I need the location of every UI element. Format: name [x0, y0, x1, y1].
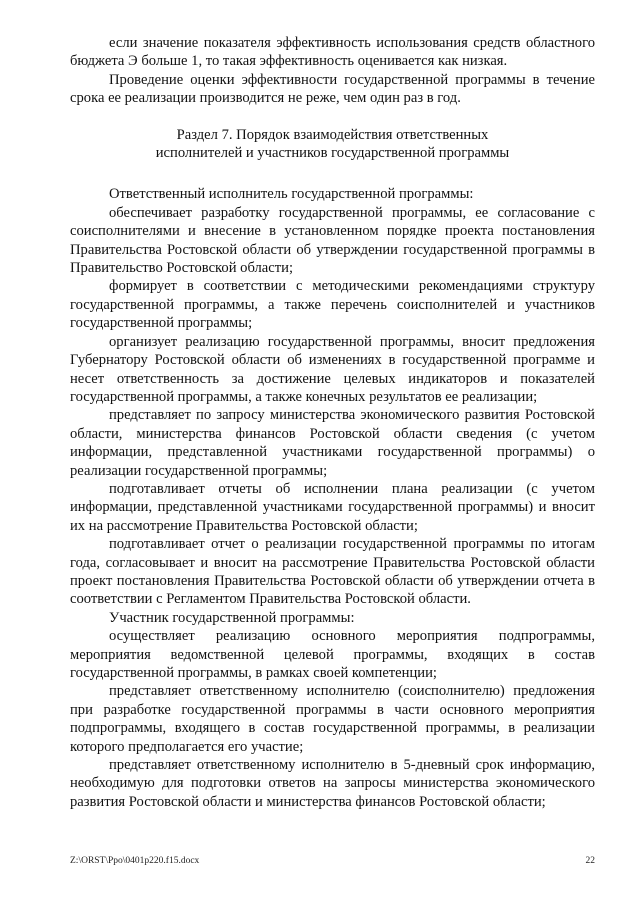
file-path: Z:\ORST\Ppo\0401p220.f15.docx [70, 856, 200, 866]
spacer [70, 162, 595, 185]
paragraph: подготавливает отчет о реализации государственной программы по итогам года, согласовывает и вносит на рассмотрение Правительства Ростовской области проект постановления Правительства Ростовской области об утверждении отчета в соответствии с Регламентом Правительства Ростовской области. [70, 536, 595, 608]
document-page [70, 34, 595, 811]
section-heading-line-1: Раздел 7. Порядок взаимодействия ответственных [176, 126, 489, 143]
paragraph: Ответственный исполнитель государственной программы: [109, 186, 474, 203]
paragraph: Участник государственной программы: [109, 609, 355, 626]
paragraph: обеспечивает разработку государственной программы, ее согласование с соисполнителями и внесение в установленном порядке проекта постановления Правительства Ростовской области об утверждении государственной программы в Правительство Ростовской области; [70, 204, 595, 277]
paragraph: если значение показателя эффективность использования средств областного бюджета Э больше 1, то такая эффективность оценивается как низкая. [70, 35, 595, 70]
paragraph: Проведение оценки эффективности государственной программы в течение срока ее реализации производится не реже, чем один раз в год. [70, 71, 595, 107]
paragraph: представляет по запросу министерства экономического развития Ростовской области, министерства финансов Ростовской области сведения (с учетом информации, представленной участниками государственной программы) о реализации государственной программы; [70, 407, 595, 479]
spacer [70, 108, 595, 126]
paragraph: подготавливает отчеты об исполнении плана реализации (с учетом информации, представленной участниками государственной программы) и вносит их на рассмотрение Правительства Ростовской области; [70, 480, 595, 534]
paragraph: представляет ответственному исполнителю (соисполнителю) предложения при разработке государственной программы в части основного мероприятия подпрограммы, входящего в состав государственной программы, в реализации которого предполагается его участие; [70, 683, 595, 755]
paragraph: представляет ответственному исполнителю в 5-дневный срок информацию, необходимую для подготовки ответов на запросы министерства экономического развития Ростовской области и министерства финансов Ростовской области; [70, 757, 595, 810]
page-number: 22 [585, 856, 595, 866]
paragraph: осуществляет реализацию основного мероприятия подпрограммы, мероприятия ведомственной целевой программы, входящих в состав государственной программы, в рамках своей компетенции; [70, 628, 595, 681]
paragraph: формирует в соответствии с методическими рекомендациями структуру государственной программы, а также перечень соисполнителей и участников государственной программы; [70, 278, 595, 332]
section-heading-line-2: исполнителей и участников государственной программы [155, 145, 510, 162]
paragraph: организует реализацию государственной программы, вносит предложения Губернатору Ростовской области об изменениях в государственной программе и несет ответственность за достижение целевых индикаторов и показателей государственной программы, а также конечных результатов ее реализации; [70, 333, 595, 405]
